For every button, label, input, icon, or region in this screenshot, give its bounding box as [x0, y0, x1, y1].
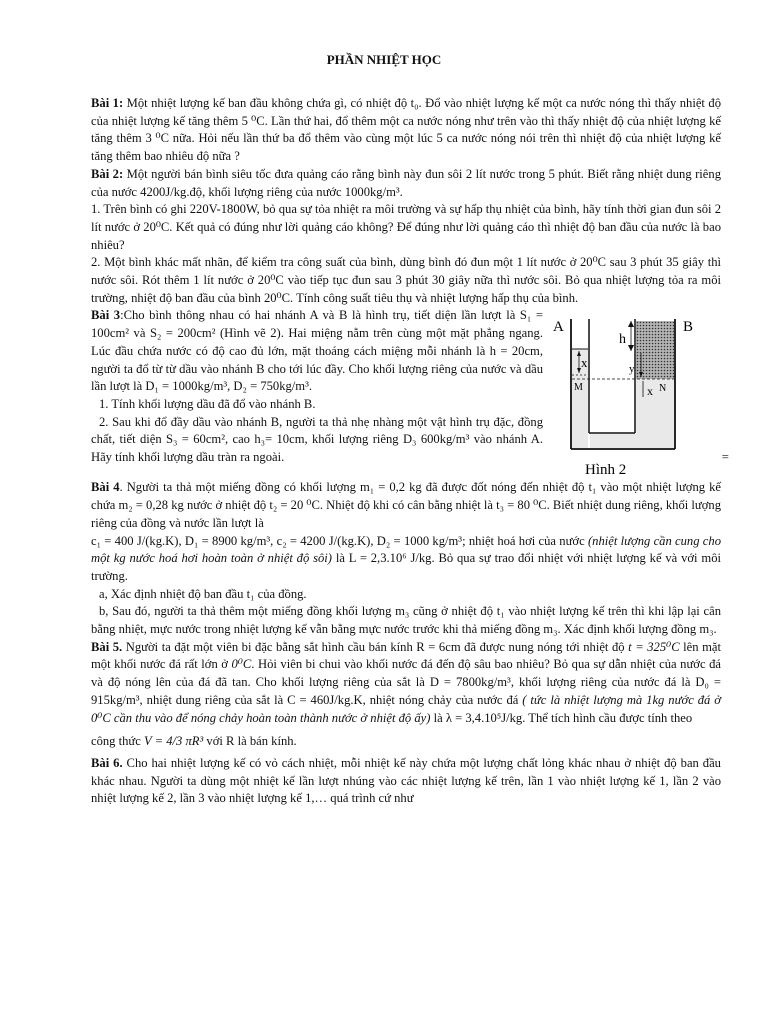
label-a: A	[553, 319, 564, 336]
problem-1-text: Một nhiệt lượng kế ban đầu không chứa gì, có nhiệt độ t₀. Đổ vào nhiệt lượng kế một ca nước nóng thì thấy nhiệt độ của nhiệt lượng kế tăng thêm 5 ⁰C. Lần thứ hai, đổ thêm một ca nước nóng như trên vào thì thấy nhiệt độ của nhiệt lượng kế tăng thêm 3 ⁰C nữa. Hỏi nếu lần thứ ba đổ thêm vào cùng một lúc 5 ca nước nóng nói trên thì nhiệt độ của nhiệt lượng kế tăng thêm bao nhiêu độ nữa ?	[91, 96, 721, 164]
problem-3-item-1: 1. Tính khối lượng dầu đã đổ vào nhánh B.	[99, 396, 316, 411]
problem-5	[91, 639, 721, 728]
page-title: PHẦN NHIỆT HỌC	[326, 52, 442, 67]
communicating-vessels-diagram	[549, 309, 721, 479]
problem-1-label: Bài 1:	[91, 96, 124, 110]
problem-3-label: Bài 3	[91, 308, 121, 323]
problem-5-zero-temp: 0⁰C	[231, 657, 252, 672]
problem-2-label: Bài 2:	[91, 166, 124, 181]
problem-5-formula-prefix: công thức	[91, 734, 144, 749]
problem-4-text-3: là L = 2,3.10⁶ J/kg. Bỏ qua sự trao đổi nhiệt với nhiệt lượng kế và với môi trường.	[91, 551, 721, 583]
problem-4-item-a: a, Xác định nhiệt độ ban đầu t₁ của đồng.	[99, 586, 307, 601]
problem-2-text: Một người bán bình siêu tốc đưa quảng cáo rằng bình này đun sôi 2 lít nước trong 5 phút. Biết rằng nhiệt dung riêng của nước 4200J/kg.độ, khối lượng riêng của nước 1000kg/m³.	[91, 166, 721, 199]
problem-4-label: Bài 4	[91, 480, 120, 495]
figure-2	[549, 309, 729, 479]
problem-1	[91, 95, 721, 166]
label-x-right: x	[647, 384, 653, 399]
problem-2-item-1: 1. Trên bình có ghi 220V-1800W, bỏ qua sự tỏa nhiệt ra môi trường và sự hấp thụ nhiệt của bình, hãy tính thời gian đun sôi 2 lít nước ở 20⁰C. Kết quả có đúng như lời quảng cáo không? Để đúng như lời quảng cáo thì nhiệt độ ban đầu của nước là bao nhiêu?	[91, 202, 721, 252]
problem-5-text-2: lên mặt một khối nước đá rất lớn ở	[91, 639, 721, 672]
problem-5-temperature: t = 325⁰C	[628, 639, 680, 654]
problem-4-constants: c₁ = 400 J/(kg.K), D₁ = 8900 kg/m³, c₂ = 4200 J/(kg.K), D₂ = 1000 kg/m³; nhiệt hoá hơi của nước	[91, 533, 588, 548]
problem-3-text: :Cho bình thông nhau có hai nhánh A và B là hình trụ, tiết diện lần lượt là S₁ = 100cm² và S₂ = 200cm² (Hình vẽ 2). Hai miệng nằm trên cùng một mặt phẳng ngang. Lúc đầu chứa nước có độ cao đủ lớn, mặt thoáng cách miệng mỗi nhánh là h = 20cm, người ta đổ từ từ dầu vào nhánh B cho tới lúc đầy. Cho khối lượng riêng của nước và dầu lần lượt là D₁ = 1000kg/m³, D₂ = 750kg/m³.	[91, 308, 543, 394]
problem-2-item-2: 2. Một bình khác mất nhãn, để kiểm tra công suất của bình, dùng bình đó đun một 1 lít nước ở 20⁰C sau 3 phút 35 giây thì nước sôi. Rót thêm 1 lít nước ở 20⁰C vào tiếp tục đun sau 3 phút 30 giây nữa thì nước sôi. Bỏ qua nhiệt lượng tỏa ra môi trường, nhiệt độ ban đầu của bình 20⁰C. Tính công suất tiêu thụ và nhiệt lượng hấp thụ của bình.	[91, 255, 721, 305]
problem-6	[91, 755, 721, 808]
problem-3-item-2: 2. Sau khi đổ đầy dầu vào nhánh B, người ta thả nhẹ nhàng một vật hình trụ đặc, đồng chất, tiết diện S₃ = 60cm², cao h₃= 10cm, khối lượng riêng D₃ 600kg/m³ vào nhánh A. Hãy tính khối lượng dầu tràn ra ngoài.	[91, 414, 543, 465]
problem-5-italic-note: ( tức là nhiệt lượng mà 1kg nước đá ở 0⁰C cần thu vào để nóng chảy hoàn toàn thành nước ở nhiệt độ ấy)	[91, 692, 721, 725]
problem-6-text: Cho hai nhiệt lượng kế có vỏ cách nhiệt, mỗi nhiệt kế này chứa một lượng chất lỏng khác nhau ở nhiệt độ ban đầu khác nhau. Người ta dùng một nhiệt kế lần lượt nhúng vào các nhiệt lượng kế trên, lần 1 vào nhiệt lượng kế 1, lần 2 vào nhiệt lượng kế 2, lần 3 vào nhiệt lượng kế 1,… quá trình cứ như	[91, 755, 721, 806]
problem-4	[91, 479, 721, 532]
figure-caption: Hình 2	[585, 462, 627, 479]
problem-5-label: Bài 5.	[91, 639, 123, 654]
problem-5-text: Người ta đặt một viên bi đặc bằng sắt hình cầu bán kính R = 6cm đã được nung nóng tới nhiệt độ	[122, 639, 629, 654]
document-body	[91, 95, 729, 808]
problem-5-formula-line	[91, 733, 721, 751]
label-y: y	[629, 363, 635, 376]
problem-5-text-3: . Hỏi viên bi chui vào khối nước đá đến độ sâu bao nhiêu? Bỏ qua sự dẫn nhiệt của nước đá và độ nóng lên của đá đã tan. Cho khối lượng riêng của sắt là D = 7800kg/m³, khối lượng riêng của nước đá là D₀ = 915kg/m³, nhiệt dung riêng của sắt là C = 460J/kg.K, nhiệt nóng chảy của nước đá	[91, 657, 721, 707]
figure-eq-mark: =	[721, 448, 729, 464]
label-b: B	[683, 319, 694, 336]
problem-6-label: Bài 6.	[91, 755, 123, 770]
problem-4-italic-note: (nhiệt lượng cần cung cho một kg nước hoá hơi hoàn toàn ở nhiệt độ sôi)	[91, 533, 721, 566]
problem-4-text-2	[91, 533, 721, 586]
problem-2	[91, 166, 721, 201]
problem-5-formula-suffix: với R là bán kính.	[203, 734, 297, 749]
label-h: h	[619, 332, 626, 348]
label-m: M	[574, 382, 583, 394]
problem-5-formula: V = 4/3 πR³	[144, 734, 204, 749]
problem-5-text-4: là λ = 3,4.10⁵J/kg. Thể tích hình cầu được tính theo	[430, 710, 693, 725]
problem-4-item-b: b, Sau đó, người ta thả thêm một miếng đồng khối lượng m₃ cũng ở nhiệt độ t₁ vào nhiệt lượng kế trên thì khi lập lại cân bằng nhiệt, mực nước trong nhiệt lượng kế vẫn bằng mực nước trước khi thả miếng đồng m₃. Xác định khối lượng đồng m₃.	[91, 604, 721, 637]
label-x-left: x	[581, 355, 588, 371]
label-n: N	[659, 383, 667, 395]
problem-4-text: . Người ta thả một miếng đồng có khối lượng m₁ = 0,2 kg đã được đốt nóng đến nhiệt độ t₁ vào một nhiệt lượng kế chứa m₂ = 0,28 kg nước ở nhiệt độ t₂ = 20 ⁰C. Nhiệt độ khi có cân bằng nhiệt là t₃ = 80 ⁰C. Biết nhiệt dung riêng, khối lượng riêng của đồng và nước lần lượt là	[91, 480, 721, 530]
